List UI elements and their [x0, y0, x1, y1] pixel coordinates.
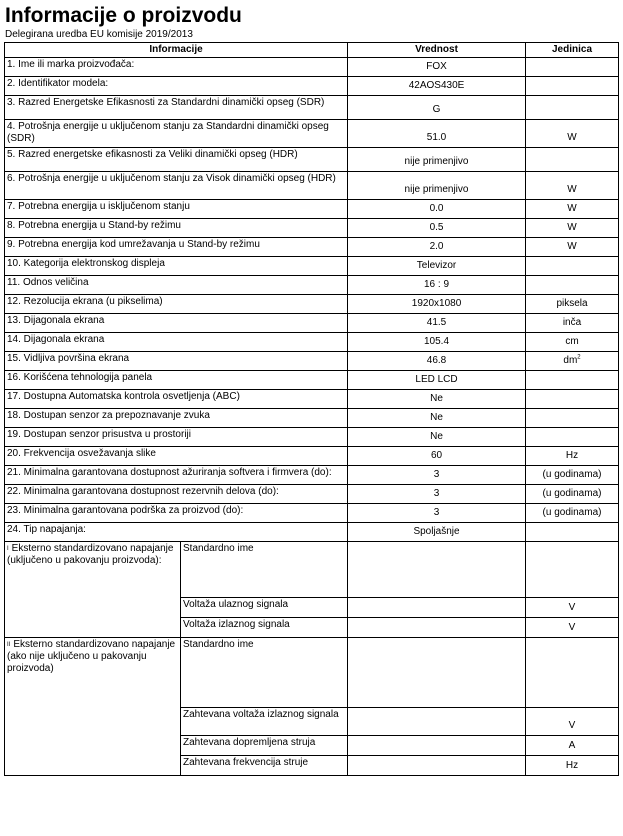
table-row — [5, 409, 619, 428]
row-label: 17. Dostupna Automatska kontrola osvetljenja (ABC) — [5, 390, 348, 409]
header-unit: Jedinica — [526, 43, 619, 58]
row-value: Ne — [348, 390, 526, 409]
table-row — [5, 77, 619, 96]
psu-excluded-req-current: Zahtevana dopremljena struja — [181, 736, 348, 756]
page-subtitle: Delegirana uredba EU komisije 2019/2013 — [5, 29, 193, 40]
row-label: 5. Razred energetske efikasnosti za Veliki dinamički opseg (HDR) — [5, 148, 348, 172]
psu-excluded-label-cell — [5, 638, 181, 776]
row-label: 23. Minimalna garantovana podrška za proizvod (do): — [5, 504, 348, 523]
row-unit-text: (u godinama) — [542, 488, 602, 499]
header-value: Vrednost — [348, 43, 526, 58]
product-info-sheet — [4, 4, 618, 776]
row-unit — [526, 238, 619, 257]
psu-excluded-req-current-unit: A — [526, 736, 619, 756]
table-row — [5, 58, 619, 77]
table-row — [5, 523, 619, 542]
psu-included-row — [5, 542, 619, 598]
row-label: 2. Identifikator modela: — [5, 77, 348, 96]
row-value: 0.0 — [348, 200, 526, 219]
row-label: 19. Dostupan senzor prisustva u prostoriji — [5, 428, 348, 447]
psu-included-label-cell — [5, 542, 181, 638]
row-unit-text: W — [567, 184, 577, 195]
psu-excluded-req-voltage-unit: V — [526, 708, 619, 736]
row-value: FOX — [348, 58, 526, 77]
row-label: 3. Razred Energetske Efikasnosti za Standardni dinamički opseg (SDR) — [5, 96, 348, 120]
table-row — [5, 200, 619, 219]
row-label: 24. Tip napajanja: — [5, 523, 348, 542]
psu-included-label: Eksterno standardizovano napajanje (uključeno u pakovanju proizvoda): — [7, 543, 174, 566]
row-value: LED LCD — [348, 371, 526, 390]
row-unit — [526, 409, 619, 428]
row-unit-text: W — [567, 241, 577, 252]
row-value: Ne — [348, 428, 526, 447]
psu-included-in-voltage: Voltaža ulaznog signala — [181, 598, 348, 618]
table-row — [5, 172, 619, 200]
table-row — [5, 257, 619, 276]
psu-excluded-std-unit — [526, 638, 619, 708]
table-row — [5, 466, 619, 485]
row-value: Spoljašnje — [348, 523, 526, 542]
row-unit-superscript: 2 — [577, 354, 581, 361]
row-label: 16. Korišćena tehnologija panela — [5, 371, 348, 390]
psu-excluded-std-value — [348, 638, 526, 708]
row-unit — [526, 352, 619, 371]
row-unit — [526, 77, 619, 96]
psu-included-std-name: Standardno ime — [181, 542, 348, 598]
row-value: G — [348, 96, 526, 120]
row-unit — [526, 200, 619, 219]
table-row — [5, 219, 619, 238]
table-row — [5, 314, 619, 333]
table-row — [5, 371, 619, 390]
row-value: 60 — [348, 447, 526, 466]
row-label: 14. Dijagonala ekrana — [5, 333, 348, 352]
row-unit — [526, 485, 619, 504]
row-label: 11. Odnos veličina — [5, 276, 348, 295]
table-row — [5, 333, 619, 352]
row-unit-text: cm — [565, 336, 579, 347]
psu-section — [5, 542, 619, 776]
row-unit — [526, 523, 619, 542]
row-label: 15. Vidljiva površina ekrana — [5, 352, 348, 371]
psu-excluded-req-current-value — [348, 736, 526, 756]
table-row — [5, 120, 619, 148]
row-label: 20. Frekvencija osvežavanja slike — [5, 447, 348, 466]
psu-excluded-row — [5, 638, 619, 708]
row-value: 3 — [348, 466, 526, 485]
row-unit — [526, 390, 619, 409]
row-value: 3 — [348, 504, 526, 523]
row-label: 13. Dijagonala ekrana — [5, 314, 348, 333]
row-value: 46.8 — [348, 352, 526, 371]
table-row — [5, 447, 619, 466]
table-row — [5, 238, 619, 257]
row-value: 0.5 — [348, 219, 526, 238]
row-value: 1920x1080 — [348, 295, 526, 314]
table-row — [5, 504, 619, 523]
row-label: 6. Potrošnja energije u uključenom stanju za Visok dinamički opseg (HDR) — [5, 172, 348, 200]
row-value: 16 : 9 — [348, 276, 526, 295]
row-unit — [526, 257, 619, 276]
row-unit — [526, 96, 619, 120]
row-label: 9. Potrebna energija kod umrežavanja u Stand-by režimu — [5, 238, 348, 257]
table-row — [5, 352, 619, 371]
psu-included-out-value — [348, 618, 526, 638]
row-unit-text: W — [567, 203, 577, 214]
row-value: nije primenjivo — [348, 172, 526, 200]
psu-included-std-value — [348, 542, 526, 598]
row-label: 18. Dostupan senzor za prepoznavanje zvuka — [5, 409, 348, 428]
psu-included-std-unit — [526, 542, 619, 598]
row-label: 1. Ime ili marka proizvođača: — [5, 58, 348, 77]
psu-excluded-std-name: Standardno ime — [181, 638, 348, 708]
table-row — [5, 276, 619, 295]
row-unit — [526, 148, 619, 172]
info-table — [4, 42, 619, 776]
row-unit — [526, 447, 619, 466]
row-label: 22. Minimalna garantovana dostupnost rezervnih delova (do): — [5, 485, 348, 504]
psu-included-out-voltage: Voltaža izlaznog signala — [181, 618, 348, 638]
row-label: 4. Potrošnja energije u uključenom stanju za Standardni dinamički opseg (SDR) — [5, 120, 348, 148]
row-value: 51.0 — [348, 120, 526, 148]
psu-excluded-req-freq: Zahtevana frekvencija struje — [181, 756, 348, 776]
psu-excluded-req-voltage: Zahtevana voltaža izlaznog signala — [181, 708, 348, 736]
row-unit — [526, 504, 619, 523]
table-row — [5, 485, 619, 504]
row-label: 12. Rezolucija ekrana (u pikselima) — [5, 295, 348, 314]
psu-included-out-unit: V — [526, 618, 619, 638]
row-label: 7. Potrebna energija u isključenom stanju — [5, 200, 348, 219]
row-unit — [526, 120, 619, 148]
row-unit-text: W — [567, 222, 577, 233]
table-row — [5, 96, 619, 120]
row-unit-text: piksela — [556, 298, 588, 309]
psu-included-in-unit: V — [526, 598, 619, 618]
psu-excluded-req-freq-unit: Hz — [526, 756, 619, 776]
row-unit-text: W — [567, 132, 577, 143]
row-value: Televizor — [348, 257, 526, 276]
row-unit — [526, 276, 619, 295]
psu-included-in-value — [348, 598, 526, 618]
psu-excluded-label: Eksterno standardizovano napajanje (ako nije uključeno u pakovanju proizvoda) — [7, 639, 176, 674]
row-unit-text: Hz — [565, 450, 579, 461]
row-unit-text: (u godinama) — [542, 469, 602, 480]
row-label: 8. Potrebna energija u Stand-by režimu — [5, 219, 348, 238]
psu-included-mark: I — [7, 546, 9, 552]
psu-excluded-req-freq-value — [348, 756, 526, 776]
row-unit — [526, 371, 619, 390]
row-unit — [526, 466, 619, 485]
row-unit — [526, 314, 619, 333]
row-value: 105.4 — [348, 333, 526, 352]
row-unit-text: inča — [562, 317, 582, 328]
row-unit — [526, 58, 619, 77]
psu-excluded-req-voltage-value — [348, 708, 526, 736]
row-value: nije primenjivo — [348, 148, 526, 172]
row-unit-text: (u godinama) — [542, 507, 602, 518]
row-value: 42AOS430E — [348, 77, 526, 96]
row-value: 2.0 — [348, 238, 526, 257]
row-unit — [526, 333, 619, 352]
header-row — [5, 43, 619, 58]
row-label: 10. Kategorija elektronskog displeja — [5, 257, 348, 276]
row-value: Ne — [348, 409, 526, 428]
page-title: Informacije o proizvodu — [5, 4, 242, 27]
table-row — [5, 295, 619, 314]
row-unit — [526, 295, 619, 314]
info-rows — [5, 58, 619, 542]
table-row — [5, 148, 619, 172]
row-label: 21. Minimalna garantovana dostupnost ažuriranja softvera i firmvera (do): — [5, 466, 348, 485]
table-row — [5, 428, 619, 447]
table-row — [5, 390, 619, 409]
row-unit-text: dm — [563, 355, 578, 366]
header-info: Informacije — [5, 43, 348, 58]
row-unit — [526, 219, 619, 238]
psu-excluded-mark: II — [7, 642, 11, 648]
row-value: 3 — [348, 485, 526, 504]
row-unit — [526, 428, 619, 447]
row-unit — [526, 172, 619, 200]
row-value: 41.5 — [348, 314, 526, 333]
